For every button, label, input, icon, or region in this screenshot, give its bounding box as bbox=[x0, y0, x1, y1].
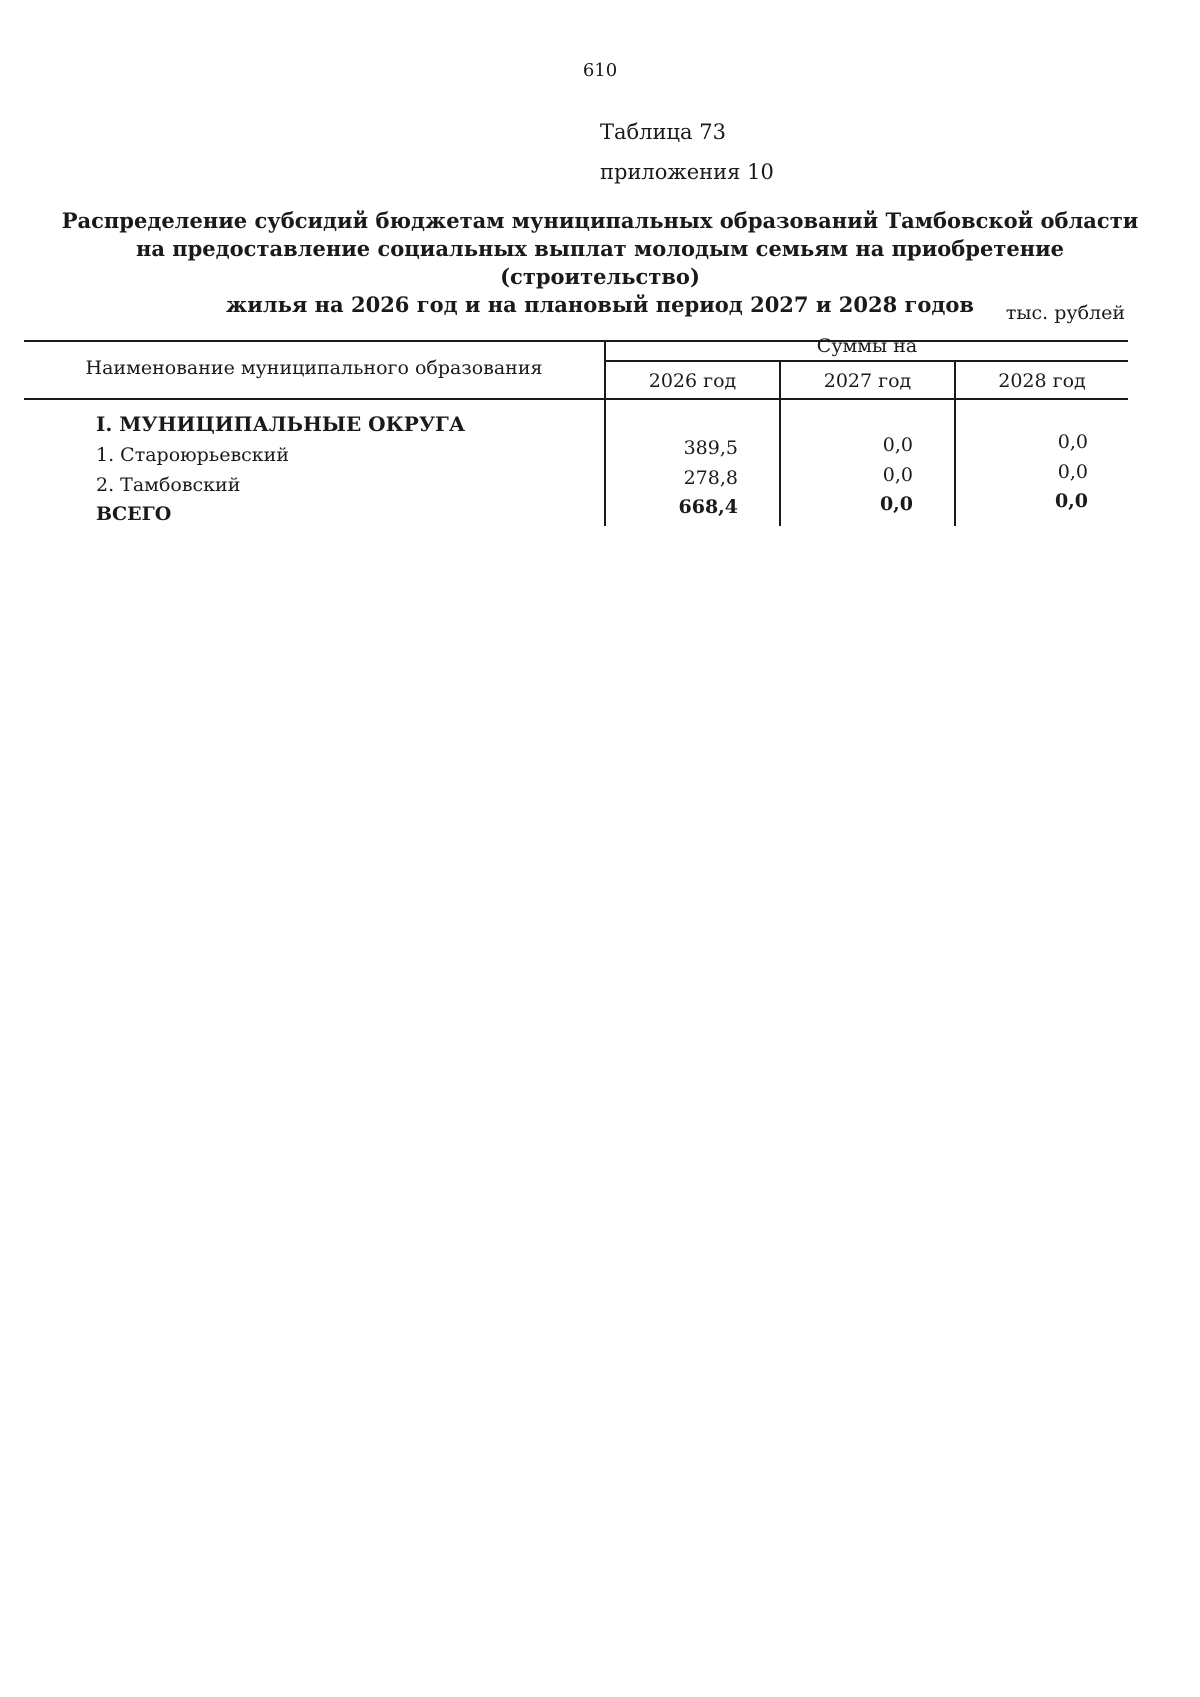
table-cell-value: 0,0 bbox=[1057, 461, 1088, 483]
header-bottom-rule bbox=[24, 398, 1128, 400]
header-sums-on: Суммы на bbox=[816, 335, 918, 357]
page-number: 610 bbox=[582, 60, 618, 81]
header-year-2028: 2028 год bbox=[998, 370, 1086, 392]
table-row-name: 1. Староюрьевский bbox=[96, 444, 289, 466]
total-value: 668,4 bbox=[678, 496, 738, 518]
table-cell-value: 0,0 bbox=[882, 434, 913, 456]
header-name-column: Наименование муниципального образования bbox=[85, 357, 543, 379]
total-value: 0,0 bbox=[879, 493, 913, 515]
appendix-ref: приложения 10 bbox=[600, 160, 774, 184]
table-cell-value: 0,0 bbox=[1057, 431, 1088, 453]
header-year-2026: 2026 год bbox=[648, 370, 737, 392]
years-rule bbox=[604, 360, 1128, 362]
total-label: ВСЕГО bbox=[96, 503, 172, 525]
total-value: 0,0 bbox=[1054, 490, 1088, 512]
table-number: Таблица 73 bbox=[600, 120, 726, 144]
title-line: на предоставление социальных выплат молодым семьям на приобретение (строительство) bbox=[135, 236, 1065, 289]
title-line: жилья на 2026 год и на плановый период 2027 и 2028 годов bbox=[226, 292, 974, 317]
document-title bbox=[60, 207, 1140, 319]
table-cell-value: 278,8 bbox=[683, 467, 738, 489]
section-title: I. МУНИЦИПАЛЬНЫЕ ОКРУГА bbox=[96, 412, 466, 436]
table-cell-value: 0,0 bbox=[882, 464, 913, 486]
header-year-2027: 2027 год bbox=[823, 370, 912, 392]
table-cell-value: 389,5 bbox=[683, 437, 738, 459]
title-line: Распределение субсидий бюджетам муниципальных образований Тамбовской области bbox=[61, 208, 1139, 233]
units-label: тыс. рублей bbox=[1005, 302, 1125, 324]
table-row-name: 2. Тамбовский bbox=[96, 474, 241, 496]
